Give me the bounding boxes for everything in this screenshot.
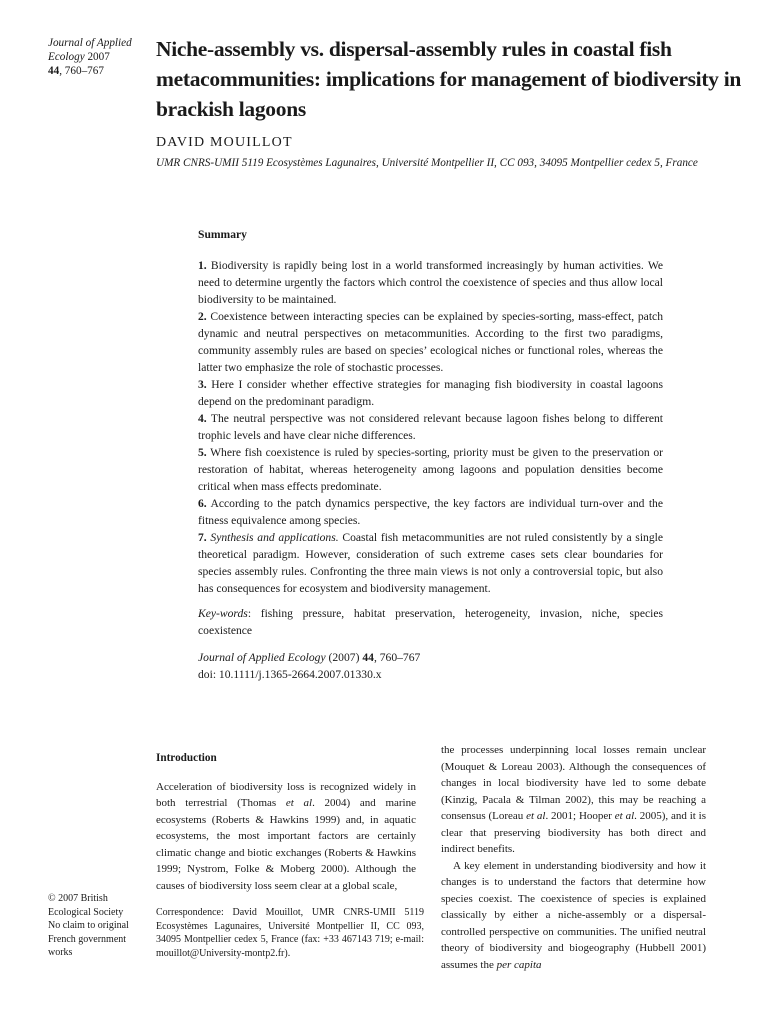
- copyright-line: works: [48, 947, 73, 959]
- introduction-paragraph-1: [156, 779, 416, 895]
- text-run: Acceleration of biodiversity loss is recognized widely in both terrestrial (Thomas: [156, 780, 416, 809]
- summary-item-number: 3.: [198, 378, 207, 391]
- journal-pages: , 760–767: [59, 65, 104, 77]
- paper-title: Niche-assembly vs. dispersal-assembly rules in coastal fish metacommunities: implications for management of biodiversity in brackish lagoons: [156, 37, 742, 121]
- body-paragraph: [441, 742, 706, 858]
- summary-item-number: 6.: [198, 497, 207, 510]
- text-run: . 2005), and it is clear that preserving biodiversity has both direct and indirect benefits.: [441, 810, 706, 855]
- journal-name-line1: Journal of Applied: [48, 37, 132, 49]
- text-run: A key element in understanding biodiversity and how it changes is to understand the factors that determine how species coexist. The coexistence of species is explained classically by either a niche-assembly or a dispersal-controlled perspective on communities. The unified neutral theory of biodiversity and biogeography (Hubbell 2001) assumes the: [441, 859, 706, 971]
- summary-item-number: 1.: [198, 259, 207, 272]
- journal-info: [48, 36, 148, 78]
- introduction-heading: Introduction: [156, 752, 217, 764]
- copyright-line: No claim to original: [48, 920, 129, 932]
- summary-item-text: Coexistence between interacting species can be explained by species-sorting, mass-effect, patch dynamic and neutral perspectives on metacommunities. According to the first two paradigms, community assembly rules are based on species’ ecological niches or functional roles, whereas the latter two emphasize the role of stochastic processes.: [198, 310, 663, 374]
- summary-item-text: Biodiversity is rapidly being lost in a world transformed increasingly by human activities. We need to determine urgently the factors which control the coexistence of species and thus allow local biodiversity to be maintained.: [198, 259, 663, 306]
- citation-pages: , 760–767: [373, 651, 421, 664]
- summary-section: [198, 226, 663, 683]
- author-name: DAVID MOUILLOT: [156, 135, 293, 150]
- right-column: [441, 742, 706, 973]
- citation-year: (2007): [325, 651, 363, 664]
- citation: [198, 649, 663, 683]
- keywords-text: : fishing pressure, habitat preservation, heterogeneity, invasion, niche, species coexistence: [198, 607, 663, 637]
- italic-run: per capita: [496, 958, 542, 971]
- copyright-note: [48, 892, 148, 960]
- summary-item-number: 2.: [198, 310, 207, 323]
- italic-run: et al: [614, 810, 635, 822]
- text-run: . 2001; Hooper: [545, 810, 615, 822]
- italic-run: et al: [285, 797, 313, 809]
- citation-volume: 44: [362, 651, 374, 664]
- summary-item-text: The neutral perspective was not considered relevant because lagoon fishes belong to different trophic levels and have clear niche differences.: [198, 412, 663, 442]
- text-run: . 2004) and marine ecosystems (Roberts & Hawkins 1999) and, in aquatic ecosystems, the most important factors are certainly climatic change and biotic exchanges (Roberts & Hawkins 1999; Nystrom, Folke & Moberg 2000). Although the causes of biodiversity loss seem clear at a global scale,: [156, 797, 416, 892]
- synthesis-label: Synthesis and applications.: [206, 531, 339, 544]
- body-paragraph: [441, 858, 706, 974]
- keywords: [198, 605, 663, 639]
- copyright-line: French government: [48, 933, 127, 945]
- summary-item-4: [198, 410, 663, 444]
- summary-item-2: [198, 308, 663, 376]
- correspondence-note: Correspondence: David Mouillot, UMR CNRS-UMII 5119 Ecosystèmes Lagunaires, Université Montpellier II, CC 093, 34095 Montpellier cedex 5, France (fax: +33 467143 719; e-mail: mouillot@University-montp2.fr).: [156, 907, 424, 959]
- citation-journal: Journal of Applied Ecology: [198, 651, 326, 664]
- journal-volume: 44: [48, 65, 60, 77]
- summary-item-3: [198, 376, 663, 410]
- summary-item-7: [198, 529, 663, 597]
- summary-item-1: [198, 257, 663, 308]
- summary-item-5: [198, 444, 663, 495]
- journal-year: 2007: [87, 51, 110, 63]
- journal-name-line2: Ecology: [48, 51, 85, 63]
- summary-item-text: According to the patch dynamics perspective, the key factors are individual turn-over and the fitness equivalence among species.: [198, 497, 663, 527]
- author-affiliation: UMR CNRS-UMII 5119 Ecosystèmes Lagunaires, Université Montpellier II, CC 093, 34095 Montpellier cedex 5, France: [156, 157, 698, 169]
- copyright-line: © 2007 British: [48, 893, 108, 904]
- italic-run: et al: [526, 810, 546, 822]
- summary-heading: Summary: [198, 228, 247, 241]
- summary-item-number: 4.: [198, 412, 207, 425]
- summary-item-6: [198, 495, 663, 529]
- text-run: the processes underpinning local losses remain unclear (Mouquet & Loreau 2003). Although the consequences of changes in local biodiversity have led to some debate (Kinzig, Pacala & Tilman 2002), this may be reaching a consensus (Loreau: [441, 744, 706, 822]
- summary-item-number: 7.: [198, 531, 207, 544]
- summary-item-text: Here I consider whether effective strategies for managing fish biodiversity in coastal lagoons depend on the predominant paradigm.: [198, 378, 663, 408]
- summary-item-number: 5.: [198, 446, 207, 459]
- left-column: [156, 750, 416, 894]
- summary-item-text: Where fish coexistence is ruled by species-sorting, priority must be given to the preservation or restoration of habitat, whereas heterogeneity among lagoons and population densities become critical when mass effects predominate.: [198, 446, 663, 493]
- citation-doi: doi: 10.1111/j.1365-2664.2007.01330.x: [198, 668, 382, 681]
- summary-item-text: Coastal fish metacommunities are not ruled consistently by a single theoretical paradigm. However, consideration of such extreme cases sets clear boundaries for species assembly rules. Confronting the three main views is not only a controversial topic, but also has consequences for ecosystem and biodiversity management.: [198, 531, 663, 595]
- keywords-label: Key-words: [198, 607, 248, 620]
- copyright-line: Ecological Society: [48, 906, 124, 918]
